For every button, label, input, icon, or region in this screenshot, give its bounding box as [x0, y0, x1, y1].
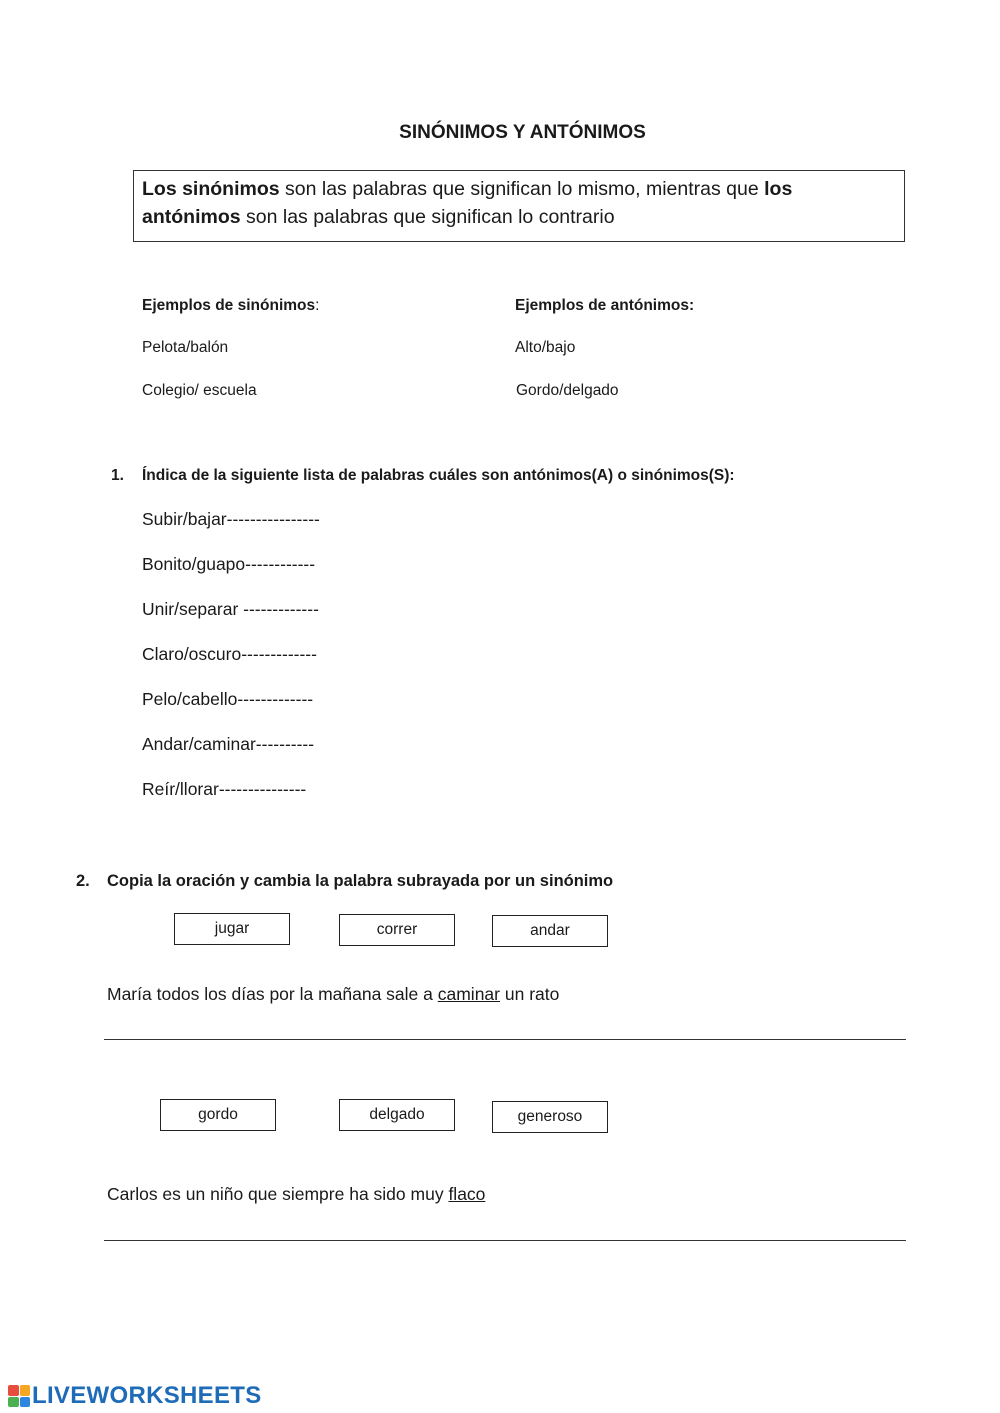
- word-pair-item[interactable]: Subir/bajar----------------: [142, 509, 320, 529]
- liveworksheets-logo: [8, 1382, 262, 1410]
- word-option[interactable]: correr: [339, 914, 455, 946]
- definition-text-1: son las palabras que significan lo mismo, mientras que: [279, 178, 765, 200]
- synonym-example: Colegio/ escuela: [142, 382, 257, 399]
- word-pair-item[interactable]: Andar/caminar----------: [142, 734, 315, 754]
- logo-text: LIVEWORKSHEETS: [32, 1382, 262, 1409]
- synonyms-examples-heading: Ejemplos de sinónimos:: [142, 297, 320, 314]
- word-option[interactable]: delgado: [339, 1099, 455, 1131]
- word-option[interactable]: gordo: [160, 1099, 276, 1131]
- question-1-text: Índica de la siguiente lista de palabras cuáles son antónimos(A) o sinónimos(S):: [142, 467, 735, 484]
- underlined-word: caminar: [437, 984, 500, 1004]
- underlined-word: flaco: [448, 1184, 486, 1204]
- word-option[interactable]: jugar: [174, 913, 290, 945]
- antonym-example: Gordo/delgado: [516, 382, 619, 399]
- word-pair-item[interactable]: Reír/llorar---------------: [142, 779, 307, 799]
- word-pair-item[interactable]: Bonito/guapo------------: [142, 554, 316, 574]
- question-2-number: 2.: [76, 872, 90, 890]
- answer-line-2[interactable]: [104, 1240, 906, 1241]
- definition-antonyms-term: los antónimos: [142, 178, 793, 228]
- antonyms-examples-heading: Ejemplos de antónimos:: [515, 297, 695, 314]
- sentence-2: Carlos es un niño que siempre ha sido muy flaco: [107, 1184, 486, 1204]
- word-pair-item[interactable]: Claro/oscuro-------------: [142, 644, 317, 664]
- antonym-example: Alto/bajo: [515, 339, 576, 356]
- answer-line-1[interactable]: [104, 1039, 906, 1040]
- synonym-example: Pelota/balón: [142, 339, 229, 356]
- definition-box: [133, 170, 905, 242]
- definition-synonyms-term: Los sinónimos: [142, 178, 280, 200]
- question-2-text: Copia la oración y cambia la palabra subrayada por un sinónimo: [107, 872, 614, 890]
- word-pair-item[interactable]: Unir/separar -------------: [142, 599, 319, 619]
- word-option[interactable]: andar: [492, 915, 608, 947]
- sentence-1: María todos los días por la mañana sale a caminar un rato: [107, 984, 560, 1004]
- word-pair-item[interactable]: Pelo/cabello-------------: [142, 689, 314, 709]
- question-1-number: 1.: [111, 467, 124, 484]
- word-option[interactable]: generoso: [492, 1101, 608, 1133]
- page-title: SINÓNIMOS Y ANTÓNIMOS: [399, 122, 646, 143]
- definition-text-2: son las palabras que significan lo contrario: [240, 206, 615, 228]
- logo-icon: [8, 1385, 30, 1407]
